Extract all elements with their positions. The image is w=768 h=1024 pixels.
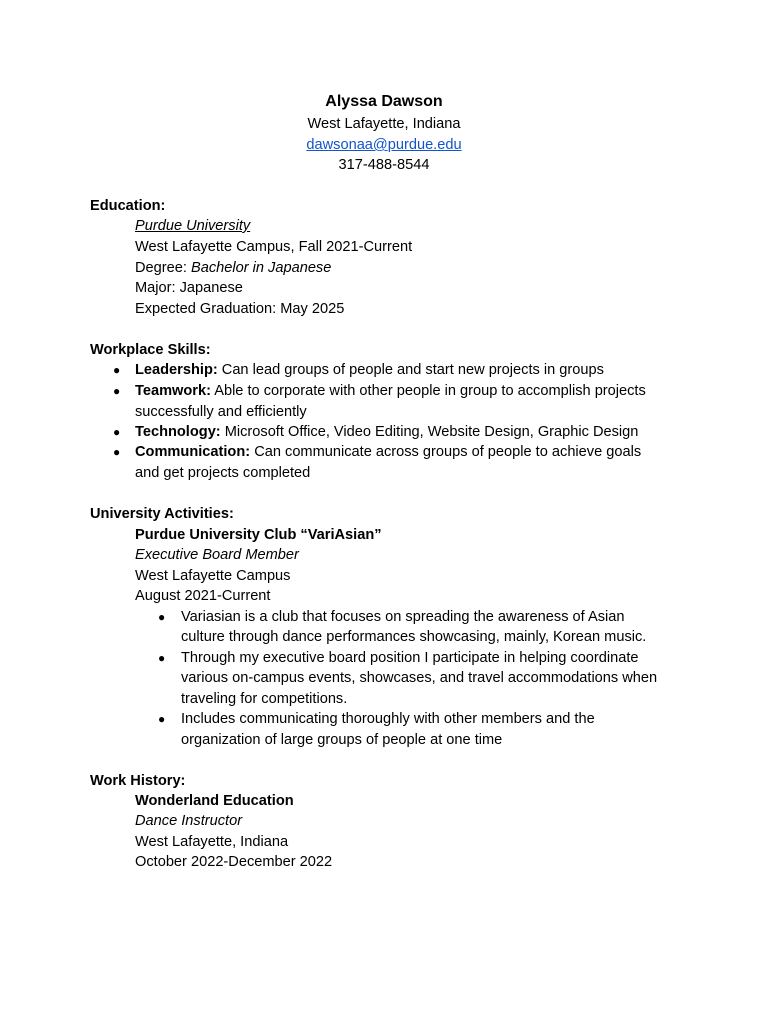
bullet-icon: ● — [158, 651, 166, 665]
email-link[interactable]: dawsonaa@purdue.edu — [306, 137, 462, 153]
skill-label: Technology: — [135, 424, 221, 440]
bullet-icon: ● — [158, 610, 166, 624]
bullet-icon: ● — [113, 445, 121, 459]
bullet-icon: ● — [113, 384, 121, 398]
degree-label: Degree: — [135, 260, 191, 276]
skill-text-continued: and get projects completed — [135, 465, 311, 481]
skill-label: Leadership: — [135, 362, 218, 378]
education-heading: Education: — [90, 198, 166, 214]
education-campus: West Lafayette Campus, Fall 2021-Current — [135, 239, 413, 255]
activity-role: Executive Board Member — [135, 547, 299, 563]
skill-item-leadership — [135, 360, 604, 380]
skill-item-communication — [135, 442, 641, 462]
skill-item-teamwork — [135, 381, 646, 401]
skill-text: Able to corporate with other people in group to accomplish projects — [210, 383, 646, 399]
bullet-icon: ● — [113, 363, 121, 377]
header-location: West Lafayette, Indiana — [307, 116, 461, 132]
education-graduation: Expected Graduation: May 2025 — [135, 301, 345, 317]
skill-text: Microsoft Office, Video Editing, Website Design, Graphic Design — [220, 424, 639, 440]
activity-bullet-line: Includes communicating thoroughly with other members and the — [181, 711, 595, 727]
education-degree — [135, 258, 331, 278]
skill-text: Can lead groups of people and start new projects in groups — [217, 362, 604, 378]
education-major: Major: Japanese — [135, 280, 243, 296]
activity-bullet-line: various on-campus events, showcases, and travel accommodations when — [181, 670, 658, 686]
activity-bullet-line: traveling for competitions. — [181, 691, 348, 707]
activity-bullet-line: culture through dance performances showcasing, mainly, Korean music. — [181, 629, 647, 645]
activity-organization: Purdue University Club “VariAsian” — [135, 527, 382, 543]
resume-name: Alyssa Dawson — [325, 93, 443, 110]
skills-heading: Workplace Skills: — [90, 342, 211, 358]
activity-dates: August 2021-Current — [135, 588, 271, 604]
bullet-icon: ● — [113, 425, 121, 439]
skill-label: Communication: — [135, 444, 251, 460]
skill-text-continued: successfully and efficiently — [135, 404, 307, 420]
activity-bullet-line: Through my executive board position I participate in helping coordinate — [181, 650, 639, 666]
skill-item-technology — [135, 422, 638, 442]
bullet-icon: ● — [158, 712, 166, 726]
activities-heading: University Activities: — [90, 506, 234, 522]
education-school: Purdue University — [135, 218, 251, 234]
work-employer: Wonderland Education — [135, 793, 294, 809]
activity-bullet-line: organization of large groups of people at one time — [181, 732, 503, 748]
activity-bullet-line: Variasian is a club that focuses on spreading the awareness of Asian — [181, 609, 625, 625]
work-dates: October 2022-December 2022 — [135, 854, 333, 870]
header-email-row — [0, 135, 768, 155]
skill-text: Can communicate across groups of people to achieve goals — [250, 444, 642, 460]
work-location: West Lafayette, Indiana — [135, 834, 289, 850]
header-phone: 317-488-8544 — [338, 157, 430, 173]
skill-label: Teamwork: — [135, 383, 211, 399]
activity-location: West Lafayette Campus — [135, 568, 291, 584]
degree-value: Bachelor in Japanese — [190, 260, 332, 276]
work-heading: Work History: — [90, 773, 186, 789]
work-role: Dance Instructor — [135, 813, 243, 829]
